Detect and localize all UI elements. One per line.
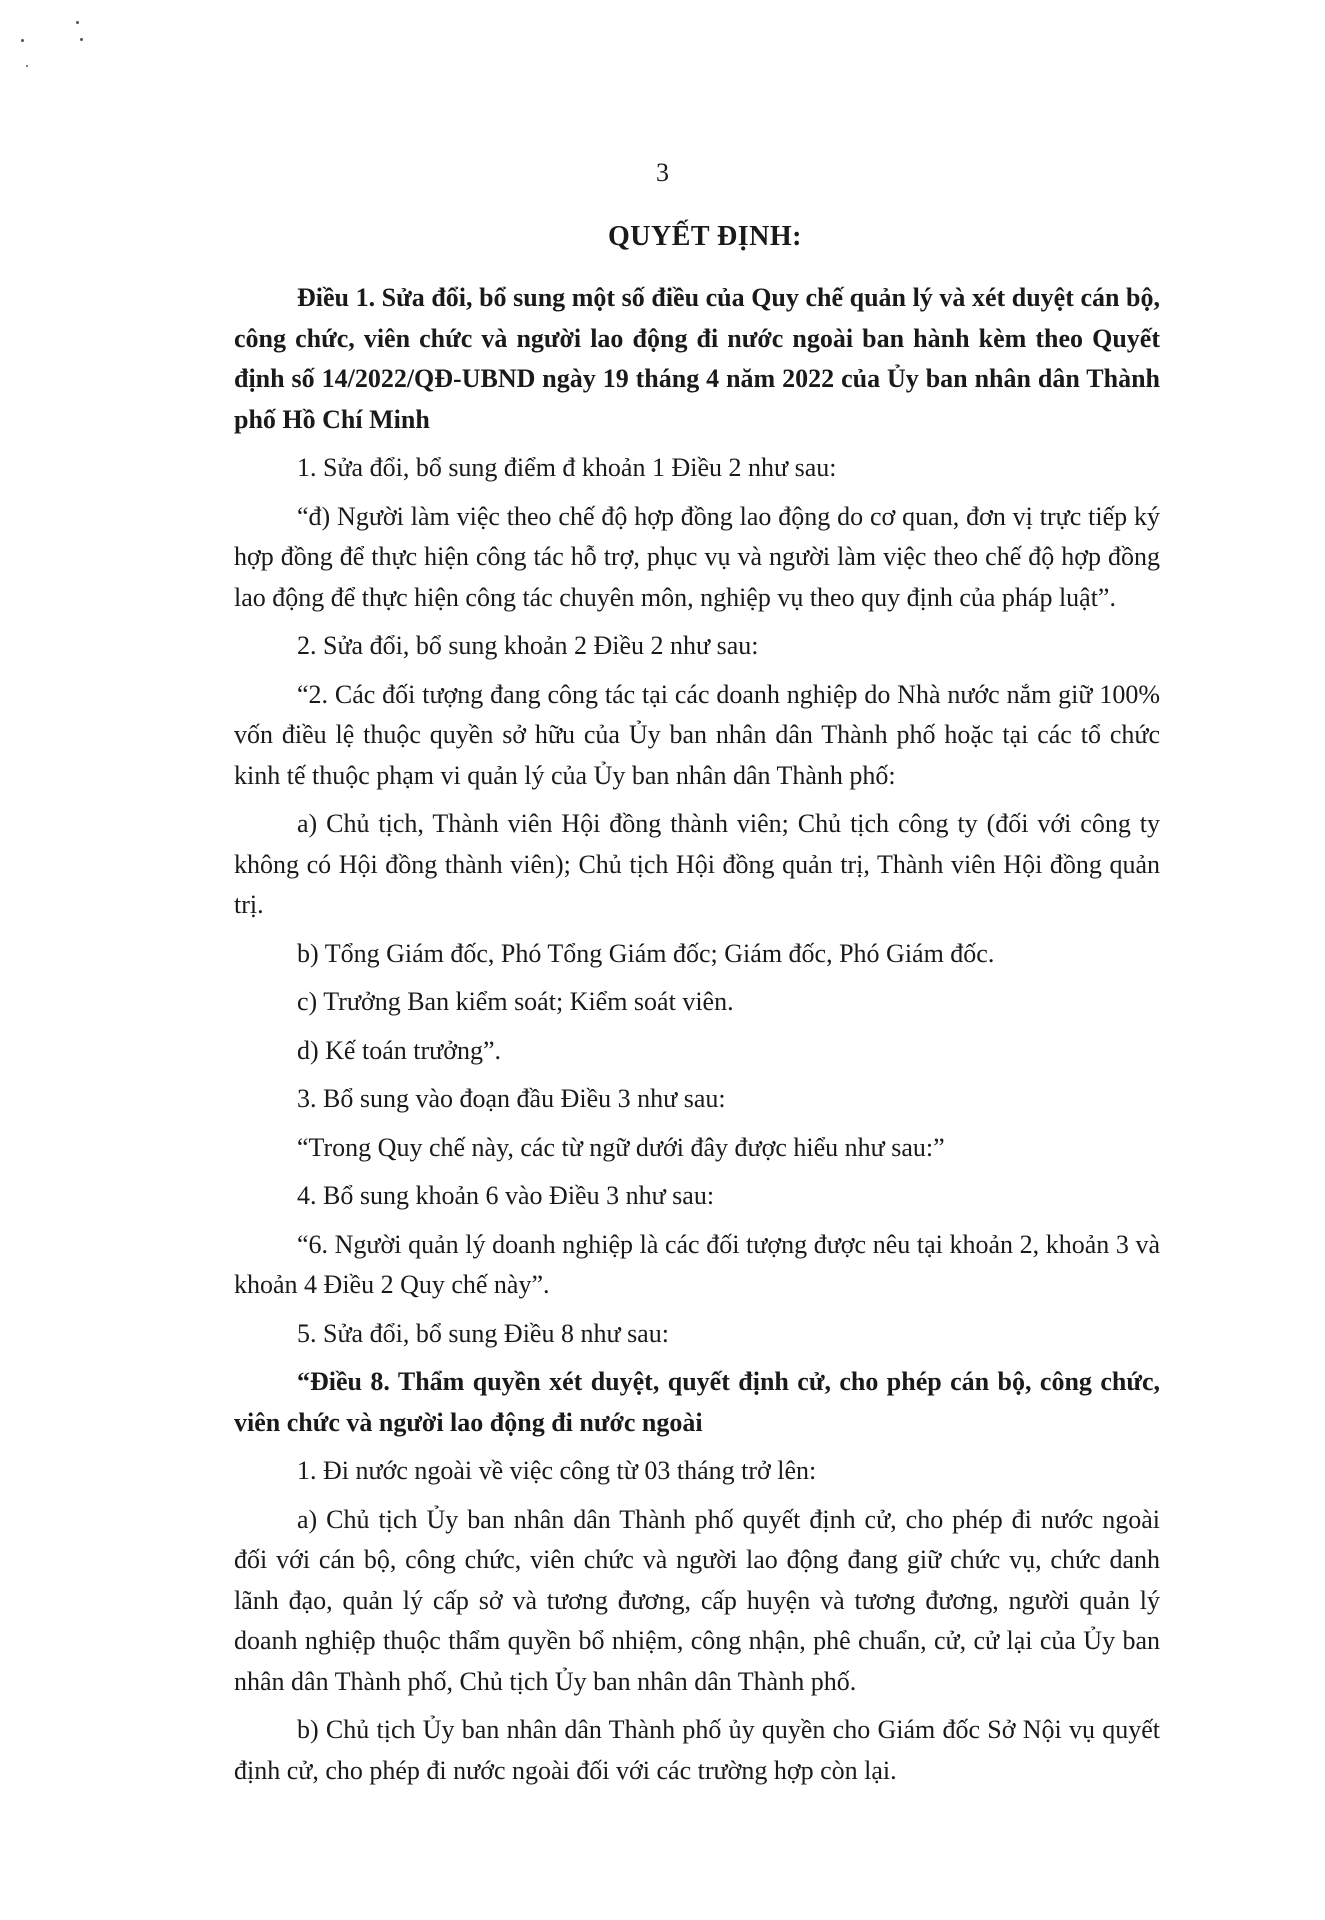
sub-point: d) Kế toán trưởng”. bbox=[297, 1035, 502, 1065]
clause-item: 1. Đi nước ngoài về việc công từ 03 tháng trở lên: bbox=[297, 1456, 817, 1485]
sub-point: a) Chủ tịch, Thành viên Hội đồng thành viên; Chủ tịch công ty (đối với công ty không có Hội đồng thành viên); Chủ tịch Hội đồng quản trị, Thành viên Hội đồng quản trị. bbox=[234, 809, 1160, 919]
quoted-clause: “2. Các đối tượng đang công tác tại các doanh nghiệp do Nhà nước nắm giữ 100% vốn điều lệ thuộc quyền sở hữu của Ủy ban nhân dân Thành phố hoặc tại các tổ chức kinh tế thuộc phạm vi quản lý của Ủy ban nhân dân Thành phố: bbox=[234, 679, 1160, 790]
document-body bbox=[234, 278, 1160, 1799]
page-number: 3 bbox=[656, 158, 669, 187]
sub-point: a) Chủ tịch Ủy ban nhân dân Thành phố quyết định cử, cho phép đi nước ngoài đối với cán bộ, công chức, viên chức và người lao động đang giữ chức vụ, chức danh lãnh đạo, quản lý cấp sở và tương đương, cấp huyện và tương đương, người quản lý doanh nghiệp thuộc thẩm quyền bổ nhiệm, công nhận, phê chuẩn, cử, cử lại của Ủy ban nhân dân Thành phố, Chủ tịch Ủy ban nhân dân Thành phố. bbox=[234, 1504, 1160, 1696]
sub-point: b) Tổng Giám đốc, Phó Tổng Giám đốc; Giám đốc, Phó Giám đốc. bbox=[297, 938, 995, 968]
sub-point: c) Trưởng Ban kiểm soát; Kiểm soát viên. bbox=[297, 987, 734, 1016]
decision-title: QUYẾT ĐỊNH: bbox=[607, 221, 802, 252]
sub-point: b) Chủ tịch Ủy ban nhân dân Thành phố ủy quyền cho Giám đốc Sở Nội vụ quyết định cử, cho phép đi nước ngoài đối với các trường hợp còn lại. bbox=[234, 1715, 1160, 1785]
quoted-clause: “đ) Người làm việc theo chế độ hợp đồng lao động do cơ quan, đơn vị trực tiếp ký hợp đồng để thực hiện công tác hỗ trợ, phục vụ và người làm việc theo chế độ hợp đồng lao động để thực hiện công tác chuyên môn, nghiệp vụ theo quy định của pháp luật”. bbox=[234, 501, 1160, 612]
scan-speck bbox=[76, 21, 79, 24]
amendment-item: 5. Sửa đổi, bổ sung Điều 8 như sau: bbox=[297, 1318, 669, 1348]
quoted-clause: “6. Người quản lý doanh nghiệp là các đối tượng được nêu tại khoản 2, khoản 3 và khoản 4 Điều 2 Quy chế này”. bbox=[234, 1229, 1160, 1299]
amendment-item: 1. Sửa đổi, bổ sung điểm đ khoản 1 Điều 2 như sau: bbox=[297, 453, 837, 482]
amendment-item: 4. Bổ sung khoản 6 vào Điều 3 như sau: bbox=[297, 1181, 715, 1210]
quoted-clause: “Trong Quy chế này, các từ ngữ dưới đây được hiểu như sau:” bbox=[297, 1132, 945, 1162]
amendment-item: 3. Bổ sung vào đoạn đầu Điều 3 như sau: bbox=[297, 1084, 726, 1113]
article-8-heading: “Điều 8. Thẩm quyền xét duyệt, quyết định cử, cho phép cán bộ, công chức, viên chức và người lao động đi nước ngoài bbox=[234, 1367, 1160, 1437]
article-1-heading: Điều 1. Sửa đổi, bổ sung một số điều của Quy chế quản lý và xét duyệt cán bộ, công chức, viên chức và người lao động đi nước ngoài ban hành kèm theo Quyết định số 14/2022/QĐ-UBND ngày 19 tháng 4 năm 2022 của Ủy ban nhân dân Thành phố Hồ Chí Minh bbox=[234, 283, 1160, 434]
amendment-item: 2. Sửa đổi, bổ sung khoản 2 Điều 2 như sau: bbox=[297, 631, 759, 660]
scan-speck bbox=[21, 39, 24, 42]
scan-speck bbox=[26, 65, 28, 67]
scan-speck bbox=[80, 38, 83, 41]
